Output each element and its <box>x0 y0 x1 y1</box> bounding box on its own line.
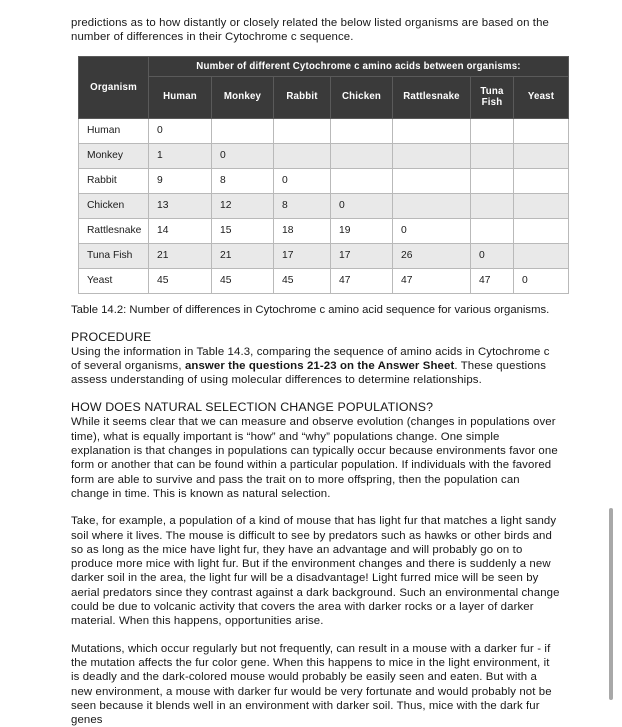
cell-rabbit-tuna <box>471 168 514 193</box>
cell-rabbit-rabbit: 0 <box>274 168 331 193</box>
procedure-text-tail: . These questions assess understanding of using molecular differences to determine relationships. <box>71 359 547 387</box>
cell-human-human: 0 <box>149 118 212 143</box>
cell-rattlesnake-rabbit: 18 <box>274 218 331 243</box>
cell-tuna-monkey: 21 <box>212 243 274 268</box>
cell-human-monkey <box>212 118 274 143</box>
column-header-chicken: Chicken <box>331 76 393 118</box>
cell-chicken-human: 13 <box>149 193 212 218</box>
cell-rabbit-rattlesnake <box>393 168 471 193</box>
column-header-yeast: Yeast <box>514 76 569 118</box>
table-row <box>79 168 569 193</box>
scrollbar-thumb[interactable] <box>609 508 613 700</box>
cell-monkey-yeast <box>514 143 569 168</box>
cell-chicken-rabbit: 8 <box>274 193 331 218</box>
intro-paragraph: predictions as to how distantly or closely related the below listed organisms are based on the number of differences in their Cytochrome c sequence. <box>71 17 549 44</box>
row-label-monkey: Monkey <box>79 143 149 168</box>
cell-human-yeast <box>514 118 569 143</box>
cell-monkey-human: 1 <box>149 143 212 168</box>
cell-monkey-rabbit <box>274 143 331 168</box>
cell-yeast-human: 45 <box>149 268 212 293</box>
cell-rattlesnake-chicken: 19 <box>331 218 393 243</box>
column-header-rabbit: Rabbit <box>274 76 331 118</box>
cell-yeast-monkey: 45 <box>212 268 274 293</box>
column-header-tuna-fish: Tuna Fish <box>471 76 514 118</box>
table-row <box>79 193 569 218</box>
cell-yeast-rattlesnake: 47 <box>393 268 471 293</box>
row-label-rattlesnake: Rattlesnake <box>79 218 149 243</box>
natural-selection-heading: HOW DOES NATURAL SELECTION CHANGE POPULATIONS? <box>71 400 434 415</box>
cell-tuna-human: 21 <box>149 243 212 268</box>
cytochrome-table-container <box>78 56 555 294</box>
column-header-monkey: Monkey <box>212 76 274 118</box>
cell-rattlesnake-human: 14 <box>149 218 212 243</box>
cell-tuna-rattlesnake: 26 <box>393 243 471 268</box>
table-row <box>79 243 569 268</box>
cell-yeast-yeast: 0 <box>514 268 569 293</box>
cell-yeast-chicken: 47 <box>331 268 393 293</box>
column-header-rattlesnake: Rattlesnake <box>393 76 471 118</box>
cell-monkey-rattlesnake <box>393 143 471 168</box>
cell-chicken-yeast <box>514 193 569 218</box>
natural-selection-paragraph-3: Mutations, which occur regularly but not frequently, can result in a mouse with a darker fur - if the mutation affects the fur color gene. When this happens to mice in the light environment, it is deadly and the dark-colored mouse would probably be easily seen and eaten. But with a new environment, a mouse with darker fur would be very fortunate and would probably not be seen because it blends well in an environment with darker soil. Thus, mice with the dark fur genes <box>71 642 552 727</box>
cell-rabbit-yeast <box>514 168 569 193</box>
cell-tuna-yeast <box>514 243 569 268</box>
cell-tuna-tuna: 0 <box>471 243 514 268</box>
cytochrome-difference-table <box>78 56 569 294</box>
row-label-yeast: Yeast <box>79 268 149 293</box>
cell-human-chicken <box>331 118 393 143</box>
table-header-row-group <box>79 56 569 76</box>
row-label-tuna-fish: Tuna Fish <box>79 243 149 268</box>
table-row <box>79 143 569 168</box>
column-header-organism: Organism <box>79 56 149 118</box>
column-header-human: Human <box>149 76 212 118</box>
cell-monkey-tuna <box>471 143 514 168</box>
cell-human-rabbit <box>274 118 331 143</box>
table-row <box>79 268 569 293</box>
cell-rattlesnake-yeast <box>514 218 569 243</box>
column-header-group: Number of different Cytochrome c amino acids between organisms: <box>149 56 569 76</box>
cell-tuna-rabbit: 17 <box>274 243 331 268</box>
table-body <box>79 118 569 293</box>
row-label-chicken: Chicken <box>79 193 149 218</box>
cell-monkey-monkey: 0 <box>212 143 274 168</box>
procedure-paragraph <box>71 345 560 388</box>
cell-human-tuna <box>471 118 514 143</box>
cell-rattlesnake-rattlesnake: 0 <box>393 218 471 243</box>
table-header <box>79 56 569 118</box>
procedure-bold-instruction: answer the questions 21-23 on the Answer Sheet <box>184 359 455 372</box>
cell-rabbit-chicken <box>331 168 393 193</box>
cell-yeast-tuna: 47 <box>471 268 514 293</box>
natural-selection-paragraph-1: While it seems clear that we can measure and observe evolution (changes in populations over time), what is equally important is “how” and “why” populations change. One simple explanation is that changes in populations can typically occur because environments favor one form or another that can be found within a particular population. If individuals with the favored form are able to survive and pass the trait on to more offspring, then the population can change in time. This is known as natural selection. <box>71 416 558 500</box>
cell-human-rattlesnake <box>393 118 471 143</box>
row-label-rabbit: Rabbit <box>79 168 149 193</box>
table-header-row-columns <box>79 76 569 118</box>
cell-chicken-tuna <box>471 193 514 218</box>
cell-rabbit-human: 9 <box>149 168 212 193</box>
cell-rattlesnake-tuna <box>471 218 514 243</box>
cell-tuna-chicken: 17 <box>331 243 393 268</box>
natural-selection-paragraph-2: Take, for example, a population of a kind of mouse that has light fur that matches a light sandy soil where it lives. The mouse is difficult to see by predators such as hawks or other birds and so as long as the mice have light fur, they have an advantage and will probably go on to produce more mice with light fur. But if the environment changes and there is suddenly a new darker soil in the area, the light fur will be a disadvantage! Light furred mice will be seen by aerial predators since they contrast against a dark background. Such an environmental change could be due to volcanic activity that covers the area with darker rocks or a layer of darker material. When this happens, opportunities arise. <box>71 515 560 628</box>
cell-chicken-chicken: 0 <box>331 193 393 218</box>
cell-monkey-chicken <box>331 143 393 168</box>
cell-chicken-monkey: 12 <box>212 193 274 218</box>
procedure-text-lead: Using the information in Table 14.3, comparing the sequence of amino acids in Cytochrome c of several organisms, <box>71 345 550 372</box>
table-row <box>79 218 569 243</box>
cell-chicken-rattlesnake <box>393 193 471 218</box>
cell-rattlesnake-monkey: 15 <box>212 218 274 243</box>
table-caption: Table 14.2: Number of differences in Cytochrome c amino acid sequence for various organisms. <box>71 303 550 316</box>
procedure-heading: PROCEDURE <box>71 329 152 344</box>
row-label-human: Human <box>79 118 149 143</box>
cell-yeast-rabbit: 45 <box>274 268 331 293</box>
cell-rabbit-monkey: 8 <box>212 168 274 193</box>
table-row <box>79 118 569 143</box>
